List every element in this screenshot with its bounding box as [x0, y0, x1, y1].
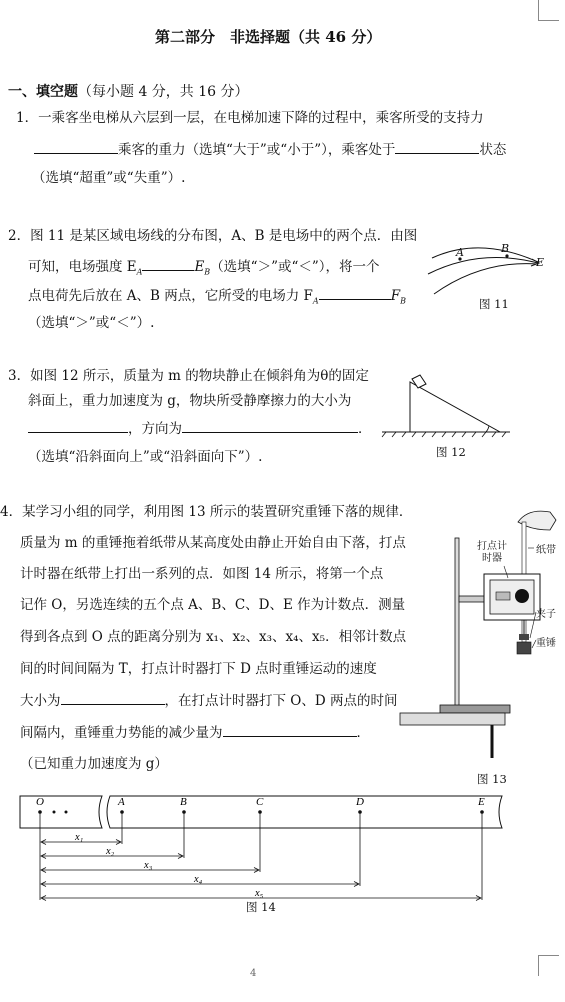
distance-label-5: x₅ [255, 888, 264, 899]
section-heading [8, 81, 249, 101]
page-title: 第二部分 非选择题（共 46 分） [155, 28, 382, 46]
section-note: （每小题 4 分，共 16 分） [78, 84, 249, 100]
section-label: 一、填空题 [8, 84, 78, 100]
q1-blank-2[interactable] [395, 139, 479, 154]
corner-mark-top-right [538, 0, 559, 21]
q3-blank-1[interactable] [28, 418, 128, 433]
q1-line2: 乘客的重力（选填“大于”或“小于”），乘客处于 状态 [34, 139, 506, 160]
q3-line2: 斜面上，重力加速度为 g，物块所受静摩擦力的大小为 [28, 393, 352, 409]
q1-blank-1[interactable] [34, 139, 118, 154]
q2-blank-2[interactable] [319, 285, 391, 300]
tape-dot-extra-2 [65, 811, 68, 814]
fig12-caption: 图 12 [436, 445, 466, 459]
q2-line3: 点电荷先后放在 A、B 两点，它所受的电场力 $F_A$ $F_B$ [28, 285, 406, 312]
q2-line4: （选填“＞”或“＜”）. [28, 315, 155, 331]
distance-label-2: x₂ [106, 846, 115, 857]
q3-line3: ，方向为 ． [28, 418, 372, 439]
q4-line1: 4．某学习小组的同学，利用图 13 所示的装置研究重锤下落的规律． [0, 504, 413, 520]
q2-line2: 可知，电场强度 $E_A$ $E_B$（选填“＞”或“＜”），将一个 [28, 256, 380, 283]
q3-blank-2[interactable] [182, 418, 358, 433]
q3-line1: 3．如图 12 所示，质量为 m 的物块静止在倾斜角为θ的固定 [8, 368, 369, 384]
q2-line1: 2．图 11 是某区域电场线的分布图，A、B 是电场中的两个点．由图 [8, 228, 418, 244]
q4-line9: （已知重力加速度为 g） [20, 756, 168, 772]
q2-blank-1[interactable] [142, 256, 194, 271]
figure-12-incline [382, 370, 512, 440]
tape-label-a: A [118, 796, 125, 808]
q4-blank-2[interactable] [223, 722, 357, 737]
fig13-label-weight: 重锤 [536, 638, 556, 649]
fig11-label-a: A [456, 246, 464, 259]
fig13-label-timer: 打点计 时器 [477, 541, 507, 564]
q1-line1: 1．一乘客坐电梯从六层到一层，在电梯加速下降的过程中，乘客所受的支持力 [16, 110, 484, 126]
distance-label-1: x₁ [75, 832, 84, 843]
tape-label-d: D [356, 796, 364, 808]
q3-line4: （选填“沿斜面向上”或“沿斜面向下”）. [28, 449, 263, 465]
tape-right-piece [107, 796, 502, 828]
fig11-label-b: B [501, 242, 510, 255]
q4-line7: 大小为 ，在打点计时器打下 O、D 两点的时间 [20, 690, 397, 711]
page-number: 4 [250, 968, 257, 979]
distance-label-4: x₄ [194, 874, 203, 885]
fig11-caption: 图 11 [479, 297, 509, 311]
figure-11-field-lines [420, 230, 550, 300]
fig13-label-tape: 纸带 [536, 545, 556, 556]
q1-line3: （选填“超重”或“失重”）. [32, 170, 186, 186]
distance-label-3: x₃ [144, 860, 153, 871]
tape-label-o: O [36, 796, 44, 808]
q4-line3: 计时器在纸带上打出一系列的点．如图 14 所示，将第一个点 [20, 566, 384, 582]
figure-14-tape [18, 790, 508, 899]
q4-blank-1[interactable] [61, 690, 165, 705]
tape-label-c: C [256, 796, 264, 808]
corner-mark-bottom-right [538, 955, 559, 976]
fig14-caption: 图 14 [246, 900, 276, 914]
fig11-label-e: E [536, 256, 545, 269]
tape-label-b: B [180, 796, 187, 808]
q4-line6: 间的时间间隔为 T，打点计时器打下 D 点时重锤运动的速度 [20, 661, 377, 677]
fig13-caption: 图 13 [477, 772, 507, 786]
q4-line4: 记作 O，另选连续的五个点 A、B、C、D、E 作为计数点．测量 [20, 597, 406, 613]
q4-line5: 得到各点到 O 点的距离分别为 x₁、x₂、x₃、x₄、x₅．相邻计数点 [20, 629, 407, 645]
q4-line2: 质量为 m 的重锤拖着纸带从某高度处由静止开始自由下落，打点 [20, 535, 406, 551]
fig13-label-clip: 夹子 [536, 609, 556, 620]
figure-13-apparatus [400, 500, 560, 760]
tape-dot-extra-1 [53, 811, 56, 814]
tape-left-piece [20, 796, 102, 828]
q4-line8: 间隔内，重锤重力势能的减少量为 ． [20, 722, 370, 743]
tape-label-e: E [478, 796, 485, 808]
